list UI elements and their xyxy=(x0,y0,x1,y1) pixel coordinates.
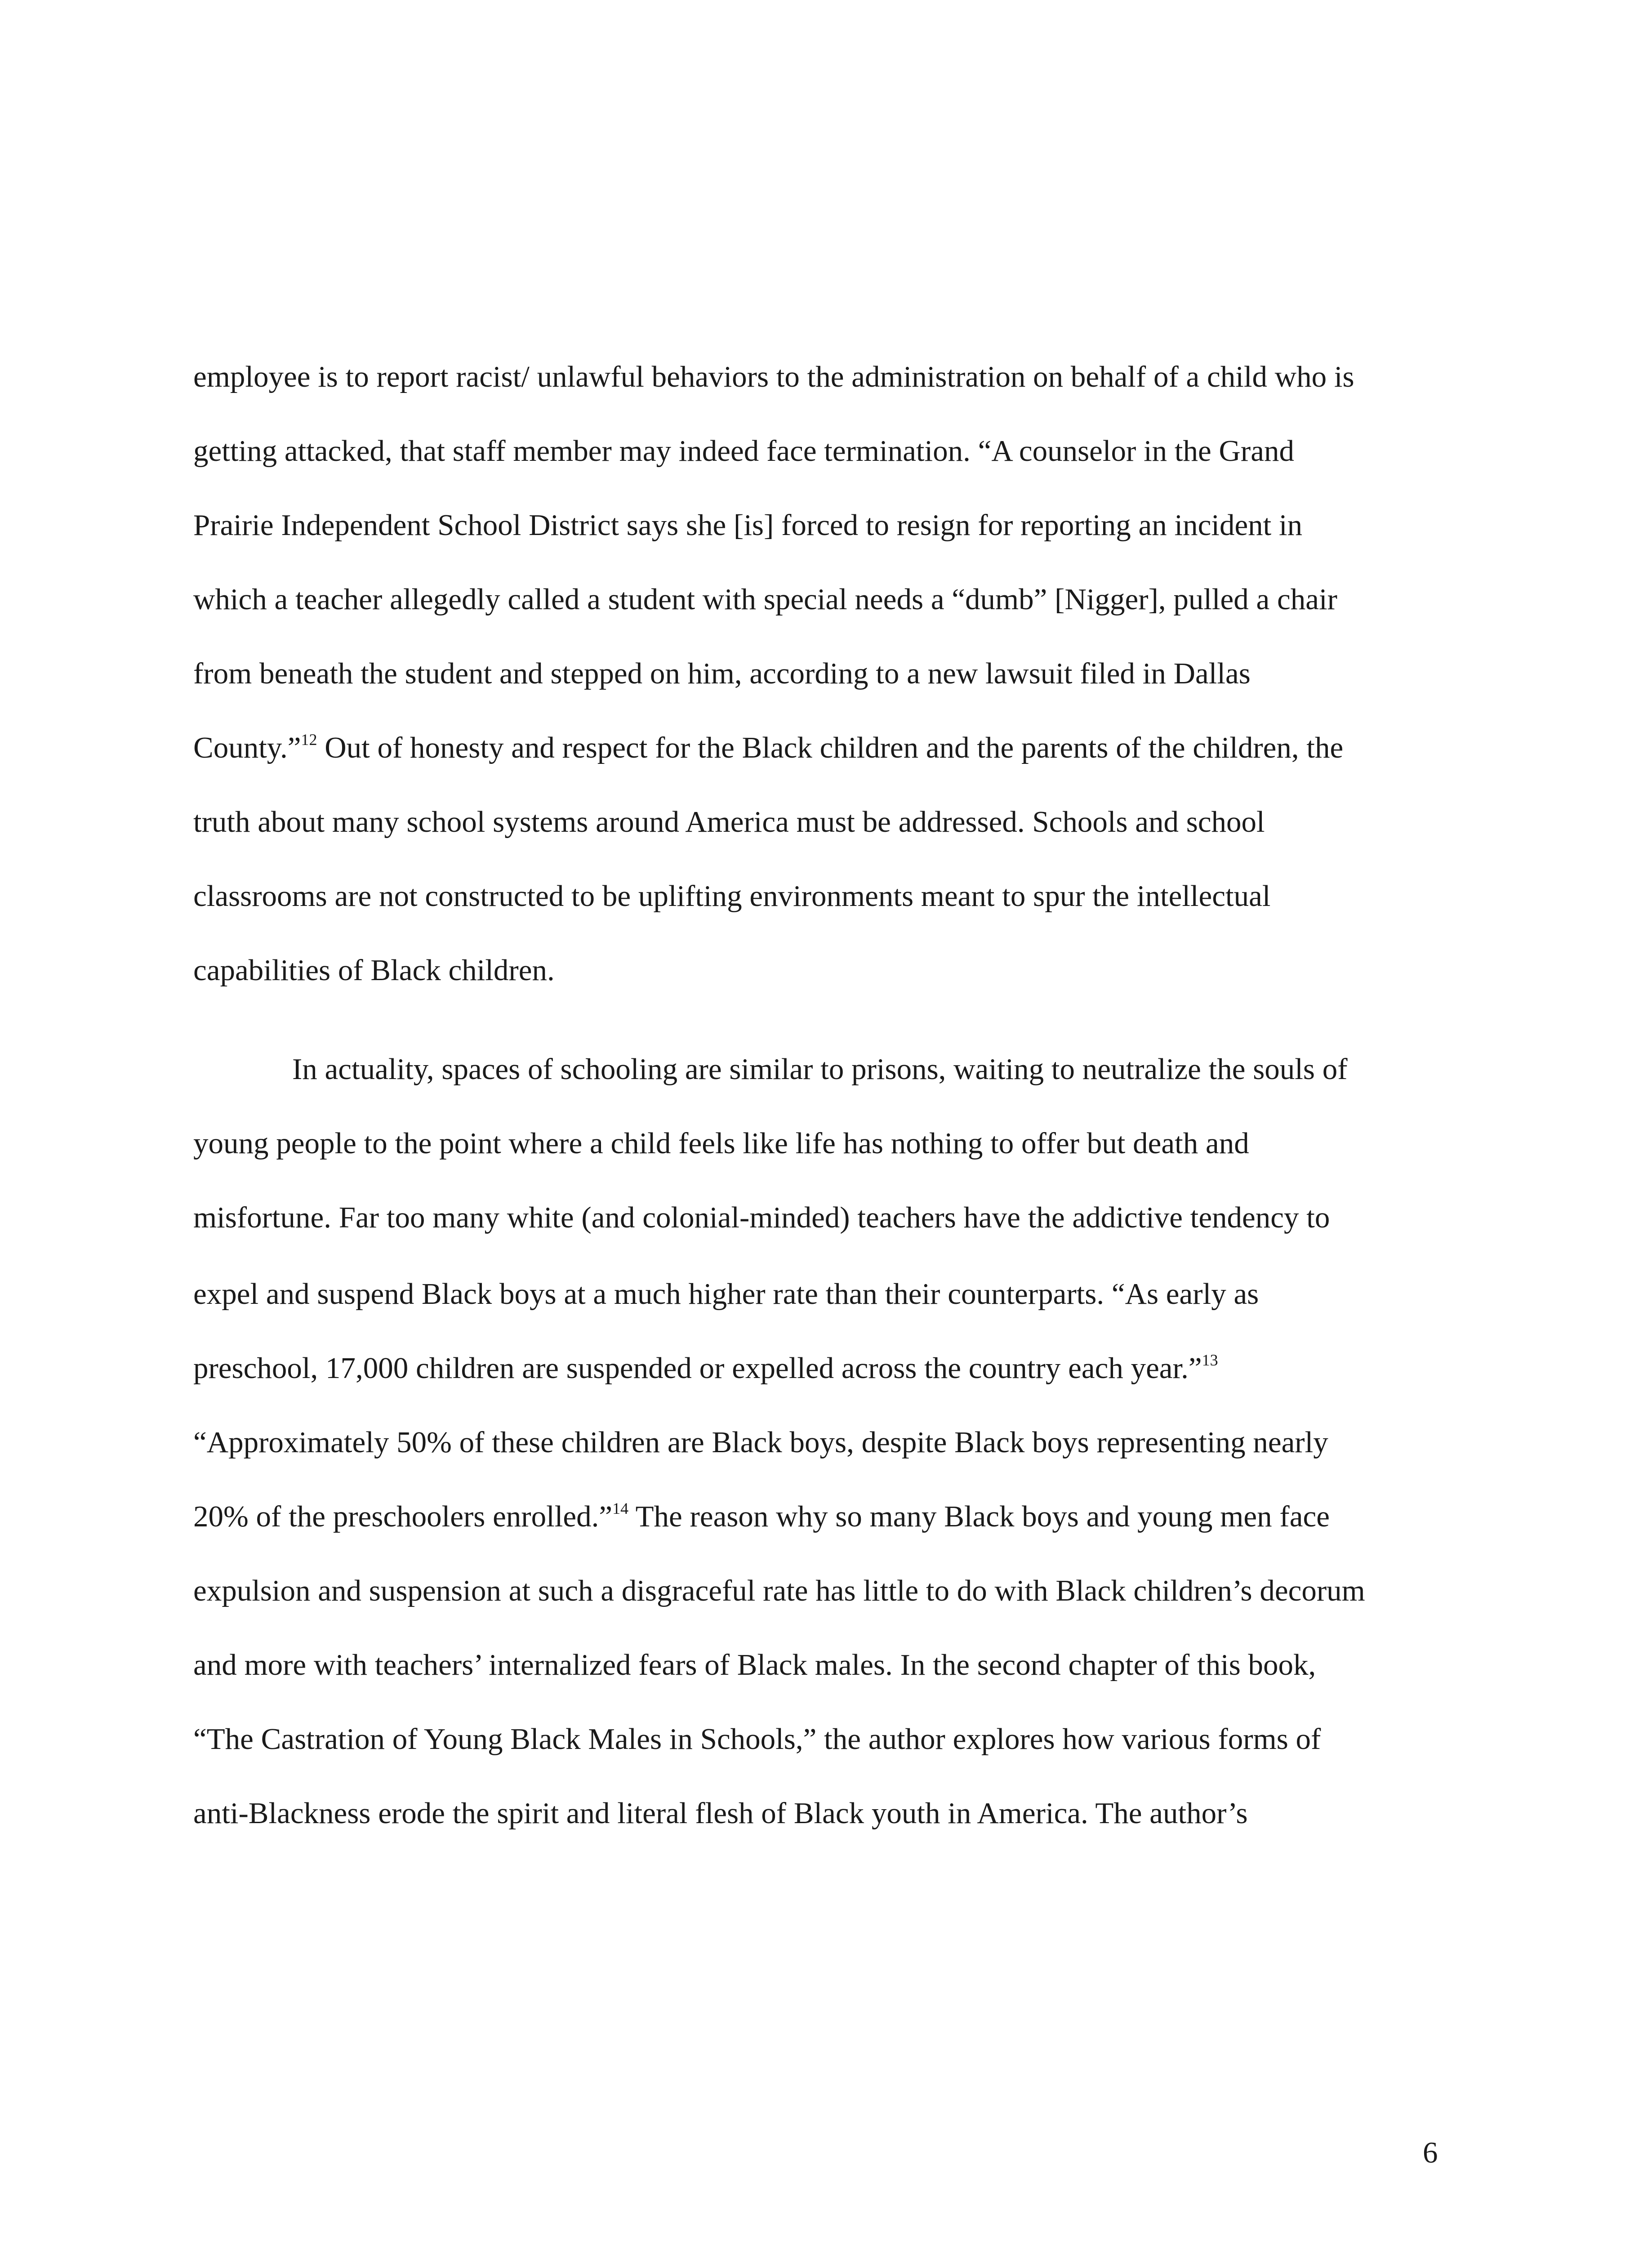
paragraph-2-line-7 xyxy=(193,1499,1330,1533)
text-segment: The reason why so many Black boys and young men face xyxy=(628,1500,1330,1533)
paragraph-2-line-5 xyxy=(193,1353,1218,1383)
paragraph-1-line-9: capabilities of Black children. xyxy=(193,954,555,987)
paragraph-1-line-3: Prairie Independent School District says she [is] forced to resign for reporting an incident in xyxy=(193,508,1303,542)
paragraph-2-line-4: expel and suspend Black boys at a much higher rate than their counterparts. “As early as xyxy=(193,1277,1259,1311)
paragraph-1-line-5: from beneath the student and stepped on him, according to a new lawsuit filed in Dallas xyxy=(193,657,1251,690)
paragraph-2-line-2: young people to the point where a child feels like life has nothing to offer but death and xyxy=(193,1127,1249,1160)
paragraph-2-line-6: “Approximately 50% of these children are Black boys, despite Black boys representing nearly xyxy=(193,1426,1328,1459)
paragraph-1-line-7: truth about many school systems around America must be addressed. Schools and school xyxy=(193,805,1265,839)
paragraph-2-line-8: expulsion and suspension at such a disgraceful rate has little to do with Black children’s decorum xyxy=(193,1574,1365,1607)
footnote-12: 12 xyxy=(301,731,317,749)
text-segment: Out of honesty and respect for the Black children and the parents of the children, the xyxy=(317,731,1344,764)
text-segment: 20% of the preschoolers enrolled.” xyxy=(193,1500,613,1533)
paragraph-1-line-4: which a teacher allegedly called a student with special needs a “dumb” [Nigger], pulled a chair xyxy=(193,583,1337,616)
paragraph-2-line-10: “The Castration of Young Black Males in Schools,” the author explores how various forms of xyxy=(193,1722,1321,1756)
paragraph-2-line-9: and more with teachers’ internalized fears of Black males. In the second chapter of this book, xyxy=(193,1648,1316,1682)
footnote-13: 13 xyxy=(1202,1351,1218,1369)
paragraph-1-line-1: employee is to report racist/ unlawful behaviors to the administration on behalf of a child who is xyxy=(193,360,1354,393)
paragraph-1-line-8: classrooms are not constructed to be uplifting environments meant to spur the intellectual xyxy=(193,879,1271,913)
page-number: 6 xyxy=(1423,2136,1438,2169)
text-segment: preschool, 17,000 children are suspended or expelled across the country each year.” xyxy=(193,1351,1202,1385)
footnote-14: 14 xyxy=(612,1499,629,1517)
paragraph-2-line-11: anti-Blackness erode the spirit and literal flesh of Black youth in America. The author’s xyxy=(193,1797,1248,1830)
paragraph-1-line-6 xyxy=(193,733,1343,763)
text-segment: County.” xyxy=(193,731,301,764)
paragraph-1-line-2: getting attacked, that staff member may indeed face termination. “A counselor in the Grand xyxy=(193,434,1294,468)
paragraph-2-line-3: misfortune. Far too many white (and colonial-minded) teachers have the addictive tendency to xyxy=(193,1201,1330,1234)
paragraph-2-line-1: In actuality, spaces of schooling are similar to prisons, waiting to neutralize the souls of xyxy=(292,1053,1348,1086)
